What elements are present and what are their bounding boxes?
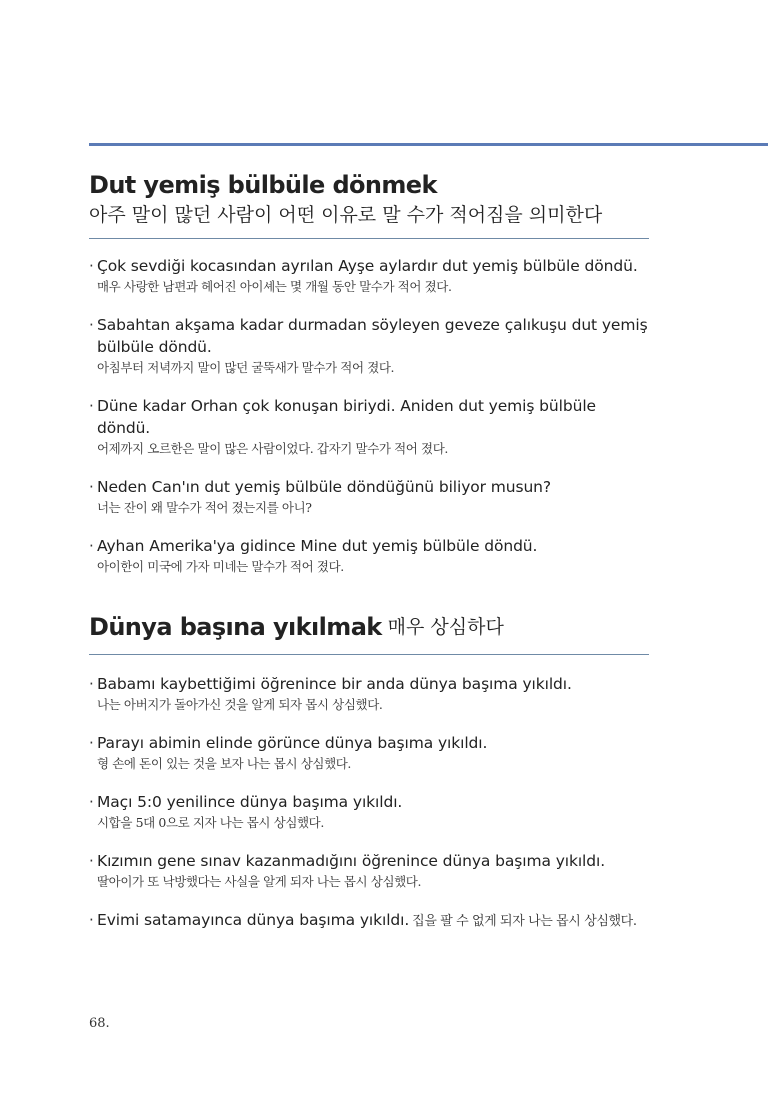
example-turkish: Evimi satamayınca dünya başıma yıkıldı. xyxy=(97,911,410,929)
example-korean: 아침부터 저녁까지 말이 많던 굴뚝새가 말수가 적어 졌다. xyxy=(97,360,395,375)
bullet: · xyxy=(89,675,94,693)
bullet: · xyxy=(89,537,94,555)
idiom-title: Dut yemiş bülbüle dönmek xyxy=(89,171,437,199)
example-korean: 형 손에 돈이 있는 것을 보자 나는 몹시 상심했다. xyxy=(97,756,351,771)
example-turkish: Kızımın gene sınav kazanmadığını öğrenince dünya başıma yıkıldı. xyxy=(97,852,606,870)
example-turkish-inline xyxy=(97,909,649,931)
example-item xyxy=(89,791,649,832)
example-turkish: Sabahtan akşama kadar durmadan söyleyen geveze çalıkuşu dut yemiş bülbüle döndü. xyxy=(97,316,648,356)
example-korean: 딸아이가 또 낙방했다는 사실을 알게 되자 나는 몹시 상심했다. xyxy=(97,874,422,889)
example-korean: 집을 팔 수 없게 되자 나는 몹시 상심했다. xyxy=(412,914,637,929)
header-rule xyxy=(89,238,649,239)
example-turkish: Çok sevdiği kocasından ayrılan Ayşe aylardır dut yemiş bülbüle döndü. xyxy=(97,257,638,275)
top-rule xyxy=(89,143,768,146)
example-korean: 너는 잔이 왜 말수가 적어 졌는지를 아니? xyxy=(97,500,312,515)
bullet: · xyxy=(89,793,94,811)
bullet: · xyxy=(89,397,94,415)
page-number: 68. xyxy=(89,1016,110,1031)
idiom-title-text: Dünya başına yıkılmak xyxy=(89,613,382,641)
example-korean: 매우 사랑한 남편과 헤어진 아이셰는 몇 개월 동안 말수가 적어 졌다. xyxy=(97,279,452,294)
bullet: · xyxy=(89,257,94,275)
example-item xyxy=(89,850,649,891)
example-korean: 시합을 5대 0으로 지자 나는 몹시 상심했다. xyxy=(97,815,324,830)
example-item xyxy=(89,535,649,576)
bullet: · xyxy=(89,734,94,752)
idiom-meaning: 아주 말이 많던 사람이 어떤 이유로 말 수가 적어짐을 의미한다 xyxy=(89,204,603,226)
example-turkish: Parayı abimin elinde görünce dünya başıma yıkıldı. xyxy=(97,734,488,752)
bullet: · xyxy=(89,316,94,334)
idiom-section-2 xyxy=(89,611,649,949)
example-turkish: Neden Can'ın dut yemiş bülbüle döndüğünü biliyor musun? xyxy=(97,478,552,496)
example-item xyxy=(89,732,649,773)
bullet: · xyxy=(89,852,94,870)
idiom-title xyxy=(89,611,649,643)
example-item xyxy=(89,395,649,458)
example-list xyxy=(89,255,649,576)
example-item xyxy=(89,255,649,296)
example-turkish: Ayhan Amerika'ya gidince Mine dut yemiş bülbüle döndü. xyxy=(97,537,538,555)
example-item xyxy=(89,476,649,517)
idiom-meaning: 매우 상심하다 xyxy=(387,616,504,638)
example-turkish: Düne kadar Orhan çok konuşan biriydi. Aniden dut yemiş bülbüle döndü. xyxy=(97,397,596,437)
example-item xyxy=(89,909,649,931)
example-turkish: Babamı kaybettiğimi öğrenince bir anda dünya başıma yıkıldı. xyxy=(97,675,572,693)
idiom-section-1 xyxy=(89,169,649,594)
example-korean: 아이한이 미국에 가자 미네는 말수가 적어 졌다. xyxy=(97,559,344,574)
example-list xyxy=(89,673,649,931)
example-korean: 어제까지 오르한은 말이 많은 사람이었다. 갑자기 말수가 적어 졌다. xyxy=(97,441,448,456)
example-korean: 나는 아버지가 돌아가신 것을 알게 되자 몹시 상심했다. xyxy=(97,697,383,712)
header-rule xyxy=(89,654,649,655)
bullet: · xyxy=(89,911,94,929)
example-item xyxy=(89,314,649,377)
example-item xyxy=(89,673,649,714)
example-turkish: Maçı 5:0 yenilince dünya başıma yıkıldı. xyxy=(97,793,403,811)
bullet: · xyxy=(89,478,94,496)
